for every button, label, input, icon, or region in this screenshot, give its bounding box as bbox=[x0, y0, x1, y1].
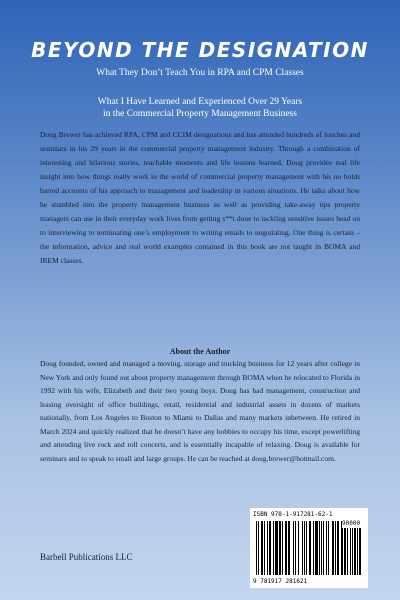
barcode-bar bbox=[354, 528, 356, 575]
barcode-bar bbox=[350, 528, 351, 575]
barcode-bar bbox=[275, 521, 278, 575]
barcode-bar bbox=[267, 521, 268, 575]
barcode-bar bbox=[309, 521, 311, 575]
barcode-bar bbox=[323, 521, 324, 575]
tagline bbox=[0, 96, 400, 120]
barcode-digits: 9 781917 281621 bbox=[253, 578, 308, 585]
barcode-bar bbox=[258, 521, 259, 575]
tagline-line-1: What I Have Learned and Experienced Over 29 Years bbox=[97, 97, 303, 107]
barcode-bar bbox=[313, 521, 314, 575]
barcode-bar bbox=[302, 521, 304, 575]
barcode-bar bbox=[288, 521, 290, 575]
barcode-bar bbox=[304, 521, 305, 575]
barcode-bar bbox=[315, 521, 318, 575]
barcode-bar bbox=[328, 521, 329, 575]
barcode-bar bbox=[298, 521, 299, 575]
barcode-bar bbox=[357, 528, 358, 575]
barcode-bar bbox=[286, 521, 287, 575]
barcode-bar bbox=[344, 528, 346, 575]
barcode-bar bbox=[337, 521, 339, 575]
book-description: Doug Brewer has achieved RPA, CPM and CCIM designations and has attended hundreds of lunches and seminars in his 29 years in the commercial property management industry. Through a combination of interesting and hilarious stories, teachable moments and life lessons learned, Doug provides real life insight into how things really work in the world of commercial property management with his no holds barred accounts of his approach to management and leadership in various situations. He talks about how he stumbled into the property management business as well as providing take-away tips property managers can use in their everyday work lives from getting s**t done to tackling sensitive issues head on to interviewing to terminating one’s employment to writing emails to negotiating. One thing is certain – the information, advice and real world examples contained in this book are not taught in BOMA and IREM classes. bbox=[40, 130, 360, 265]
publisher-name: Barbell Publications LLC bbox=[40, 552, 133, 562]
barcode-bars bbox=[256, 521, 338, 575]
barcode-bar bbox=[342, 528, 343, 575]
isbn-number: ISBN 978-1-917281-62-1 bbox=[253, 511, 333, 518]
barcode-bar bbox=[347, 528, 348, 575]
barcode-bar bbox=[285, 521, 286, 575]
barcode-bar bbox=[293, 521, 294, 575]
barcode-bar bbox=[352, 528, 353, 575]
price-code: 90000 bbox=[342, 520, 361, 527]
barcode-bar bbox=[306, 521, 307, 575]
barcode-bar bbox=[321, 521, 323, 575]
barcode-bar bbox=[273, 521, 274, 575]
barcode-bar bbox=[295, 521, 296, 575]
barcode-bar bbox=[335, 521, 336, 575]
barcode-bar bbox=[256, 521, 257, 575]
tagline-line-2: in the Commercial Property Management Business bbox=[103, 109, 297, 119]
book-subtitle: What They Don’t Teach You in RPA and CPM Classes bbox=[96, 68, 304, 78]
barcode-bar bbox=[359, 528, 361, 575]
barcode-bar bbox=[319, 521, 320, 575]
about-author-text: Doug founded, owned and managed a moving, storage and trucking business for 12 years after college in New York and only found out about property management through BOMA when he relocated to Florida in 1992 with his wife, Elizabeth and their two young boys. Doug has had management, construction and leasing oversight of office buildings, retail, residential and industrial assets in dozens of markets nationally, from Los Angeles to Boston to Miami to Dallas and many markets inbetween. He retired in March 2024 and quickly realized that he doesn’t have any hobbies to occupy his time, except powerlifting and attending live rock and roll concerts, and is essentially incapable of relaxing. Doug is available for seminars and to speak to small and large groups. He can be reached at doug.brewer@hotmail.com. bbox=[40, 359, 360, 463]
barcode-bar bbox=[279, 521, 281, 575]
addon-barcode-bars bbox=[342, 528, 364, 575]
isbn-barcode bbox=[250, 508, 368, 588]
barcode-bar bbox=[264, 521, 265, 575]
book-title: BEYOND THE DESIGNATION bbox=[31, 38, 369, 62]
barcode-bar bbox=[261, 521, 263, 575]
barcode-bar bbox=[282, 521, 283, 575]
barcode-bar bbox=[269, 521, 271, 575]
about-author-heading: About the Author bbox=[169, 347, 231, 356]
barcode-bar bbox=[332, 521, 334, 575]
barcode-bar bbox=[326, 521, 327, 575]
